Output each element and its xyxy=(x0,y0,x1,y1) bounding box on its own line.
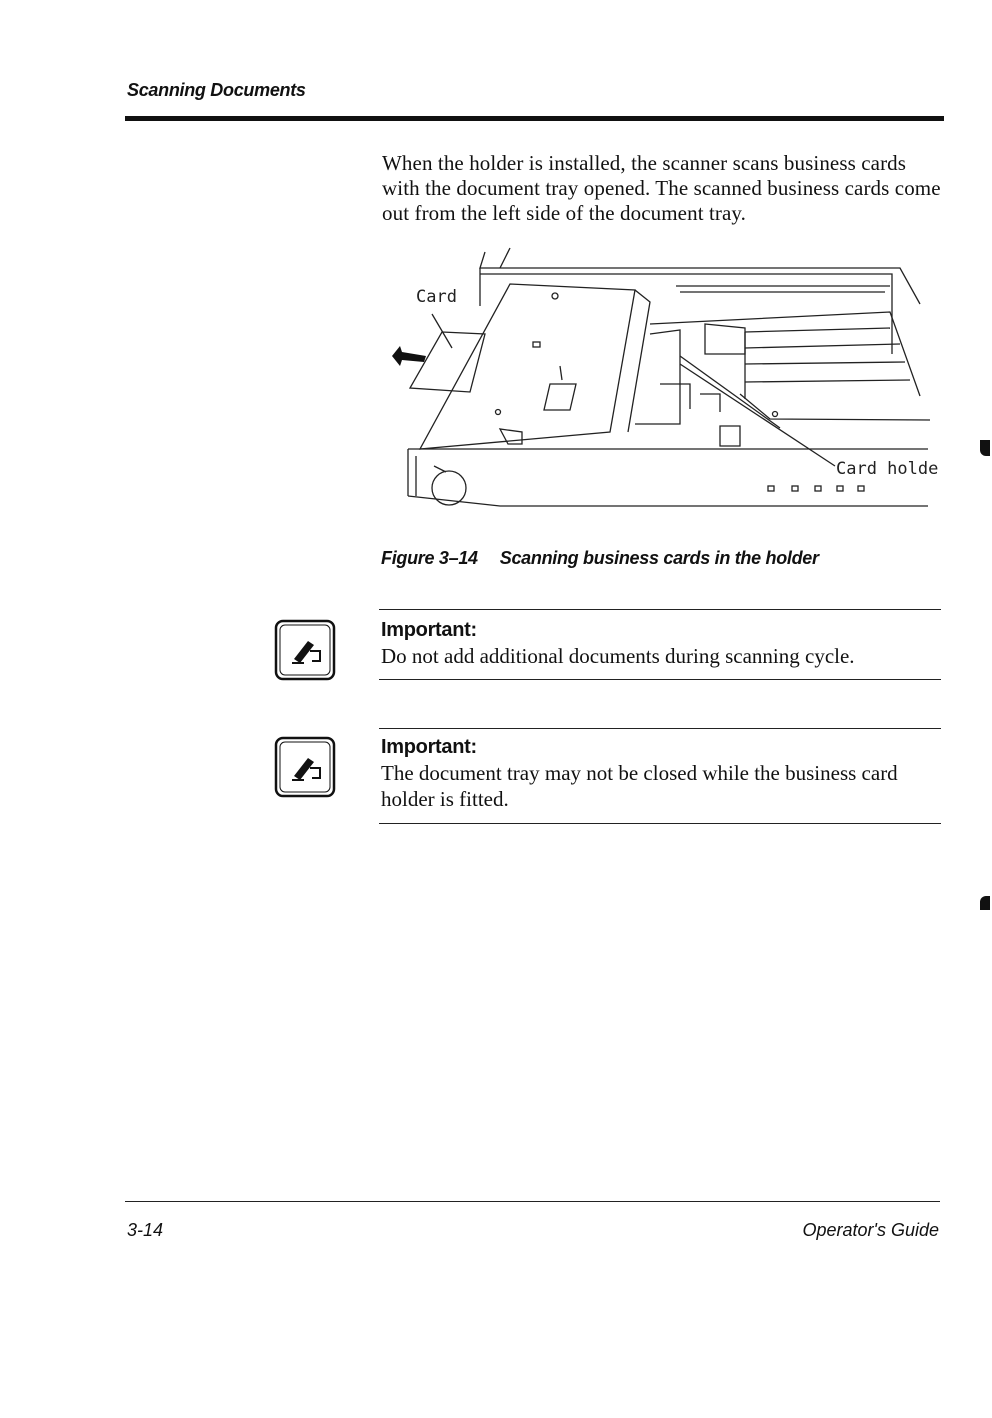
page-number: 3-14 xyxy=(127,1220,164,1240)
figure-title: Scanning business cards in the holder xyxy=(499,548,819,568)
book-title: Operator's Guide xyxy=(802,1220,939,1240)
note-bottom-rule xyxy=(379,823,941,824)
scanner-illustration xyxy=(380,244,940,516)
note-body: The document tray may not be closed while the business card holder is fitted. xyxy=(381,761,898,811)
card-label: Card xyxy=(416,287,457,307)
note-body: Do not add additional documents during scanning cycle. xyxy=(381,644,855,668)
intro-paragraph: When the holder is installed, the scanner scans business cards with the document tray opened. The scanned business cards come out from the left side of the document tray. xyxy=(382,151,941,225)
pencil-note-icon xyxy=(274,619,338,683)
header-rule xyxy=(125,116,944,121)
margin-mark xyxy=(980,896,990,910)
note-top-rule xyxy=(379,728,941,729)
note-heading: Important: xyxy=(381,736,477,758)
arrow-left-icon xyxy=(392,346,426,366)
footer-rule xyxy=(125,1201,940,1202)
margin-mark xyxy=(980,440,990,456)
figure-caption xyxy=(381,548,819,569)
note-bottom-rule xyxy=(379,679,941,680)
pencil-note-icon xyxy=(274,736,338,800)
running-header: Scanning Documents xyxy=(127,80,306,100)
note-heading: Important: xyxy=(381,619,477,641)
figure-number: Figure 3–14 xyxy=(381,548,478,568)
note-top-rule xyxy=(379,609,941,610)
card-holder-label: Card holder xyxy=(836,459,940,479)
scanner-drawing xyxy=(380,244,940,516)
